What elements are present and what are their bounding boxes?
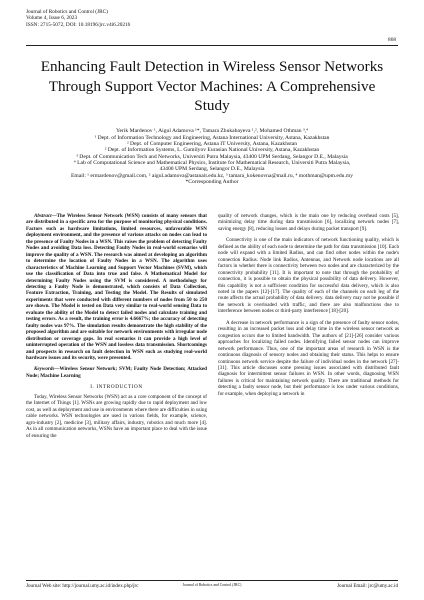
footer-website[interactable]: Journal Web site: http://journal.umy.ac.id/index.php/jrc	[26, 583, 139, 589]
paper-title: Enhancing Fault Detection in Wireless Sensor Networks Through Support Vector Machines: A Comprehensive Study	[40, 58, 384, 114]
page-number: 868	[388, 37, 396, 43]
section-heading: I. INTRODUCTION	[90, 384, 143, 391]
page-footer	[26, 583, 398, 589]
journal-name: Journal of Robotics and Control (JRC)	[26, 9, 108, 15]
footer-email[interactable]: Journal Email: jrc@umy.ac.id	[337, 583, 398, 589]
affiliation: ¹ Dept. of Information Technology and Engineering, Astana International University, Astana, Kazakhstan	[94, 134, 330, 141]
journal-header	[26, 9, 130, 28]
header-rule	[26, 45, 398, 46]
author-block	[30, 128, 394, 185]
abstract	[26, 213, 207, 361]
body-paragraph: Today, Wireless Sensor Networks (WSN) act as a core component of the concept of the Internet of Things [1]. WSNs are growing rapidly due to rapid deployment and low cost, as well as deployment and use in environments where there are difficulties in using cable networks. WSN technologies are used in various fields, for example, science, agro-industry [2], medicine [3], military affairs, industry, robotics and much more [4]. As in all communication networks, WSNs have an important place to deal with the issue of ensuring the	[26, 393, 207, 439]
corresponding-author-note: *Corresponding Author	[185, 178, 239, 185]
body-paragraph: A decrease in network performance is a sign of the presence of faulty sensor nodes, resulting in an increased packet loss and delay time in the wireless sensor network as congestion occurs due to limited bandwidth. The authors of [21]-[26] consider various approaches for localizing failed nodes. Identifying failed sensor nodes can improve network performance. Thus, one of the important areas of research in WSN is the continuous diagnosis of sensory nodes and obtaining their status. This helps to ensure continuous network service despite the failure of individual nodes in the network [27]-[31]. This article discusses some pressing issues associated with distributed fault diagnosis for intermittent sensor failures in WSN. In other words, diagnosing WSN failures is critical for maintaining network quality. There are traditional methods for detecting a faulty sensor node, but their performance is low under various conditions, for example, when deploying a network in	[218, 319, 399, 397]
affiliation: ³ Dept. of Communication Tech and Networks, Universiti Putra Malaysia, 43400 UPM Serdang, Selangor D.E., Malaysia	[76, 153, 348, 160]
footer-journal-name: Journal of Robotics and Control (JRC)	[182, 583, 242, 587]
affiliation: ² Dept. of Information Systems, L. Gumilyov Eurasian National University, Astana, Kazakhstan	[104, 147, 320, 154]
keywords-body: —Wireless Sensor Network; SVM; Faulty Node Detection; Attacked Node; Machine Learning	[26, 366, 207, 379]
body-paragraph: Connectivity is one of the main indicators of network functioning quality, which is defined as the ability of each node to determine the path for data transmission [10]. Each node will expand with a limited Radius, and can find other nodes within the node's connection Radius. Node link Radius, Antennas, and Network node locations are all factors in whether there is connectivity between two nodes and are characterized by the connectivity probability [11]. It is important to note that through the probability of connection, it is possible to obtain the physical possibility of data delivery. However, this capability is not a sufficient condition for successful data delivery, which is also noted in the papers [12]-[17]. The quality of each of the channels on each leg of the route affects the actual probability of data delivery. data delivery may not be possible if the network is overloaded with traffic, and there are also malfunctions due to interference between nodes or third-party interference [18]-[20].	[218, 237, 399, 315]
keywords	[26, 366, 207, 379]
affiliation: 43400 UPM Serdang, Selangor D.E., Malaysia	[159, 166, 265, 173]
journal-ids: ISSN: 2715-5072, DOI: 10.18196/jrc.v4i6.20216	[26, 21, 131, 28]
author-names: Yerik Mardenov ¹, Aigul Adamova ¹*, Tamara Zhukabayeva ¹,², Mohamed Othman ³,⁴	[116, 128, 308, 134]
journal-volume: Volume 4, Issue 6, 2023	[26, 15, 78, 22]
abstract-lead: Abstract	[34, 213, 52, 219]
affiliation: ⁴ Lab of Computational Science and Mathematical Physics, Institute for Mathematical Research, Universiti Putra Malaysia,	[73, 160, 351, 167]
body-paragraph: quality of network changes, which is the main one by reducing overhead costs [5], minimizing delay time during data transmission [6], localizing network nodes [7], saving energy [8], reducing losses and delays during packet transport [9].	[218, 213, 399, 232]
abstract-body: —The Wireless Sensor Network (WSN) consists of many sensors that are distributed in a specific area for the purpose of monitoring physical conditions. Factors such as hardware limitations, limited resources, unfavorable WSN deployment environment, and the presence of various attacks on nodes can lead to the presence of Faulty Nodes in a WSN. This raises the problem of detecting Faulty Nodes and avoiding Data loss. Detecting Faulty Nodes in real-world scenarios will improve the quality of a WSN. The research was aimed at developing an algorithm to determine the location of Faulty Nodes in a WSN. The algorithm uses characteristics of Machine Learning and Support Vector Machines (SVM), which use the classification of Data into true and false. A Mathematical Model for determining Faulty Nodes using the SVM is considered. A methodology for detecting a Faulty Node is demonstrated, which consists of Data Collection, Feature Extraction, Training, and Testing the Model. The Results of simulated experiments that were conducted with different numbers of nodes from 50 to 250 are shown. The Model is tested on Data very similar to real-world sensing Data to evaluate the ability of the Model to detect failed nodes and calculate training and testing errors. As a result, the training error is 4.6667%; the accuracy of detecting faulty nodes was 97%. The simulation results demonstrate the high stability of the proposed algorithm and are suitable for network environments with irregular node distribution or coverage gaps. In real scenarios it can provide a high level of uninterrupted operation of the WSN and lossless data transmission. Shortcomings and prospects in research on fault detection in WSN such as studying real-world hardware issues and its security, were presented.	[26, 213, 207, 361]
author-emails: Email: ¹ ermardenov@gmail.com, ² aigul.adamova@astanait.edu.kz, ³ tamara_kokenovna@mail.ru, ⁴ mothman@upm.edu.my	[70, 172, 354, 179]
footer-rule	[26, 580, 398, 581]
affiliation: ² Dept. of Computer Engineering, Astana IT University, Astana, Kazakhstan	[126, 141, 298, 148]
right-column	[218, 213, 399, 397]
left-column	[26, 213, 207, 439]
keywords-lead: Keywords	[34, 366, 55, 373]
